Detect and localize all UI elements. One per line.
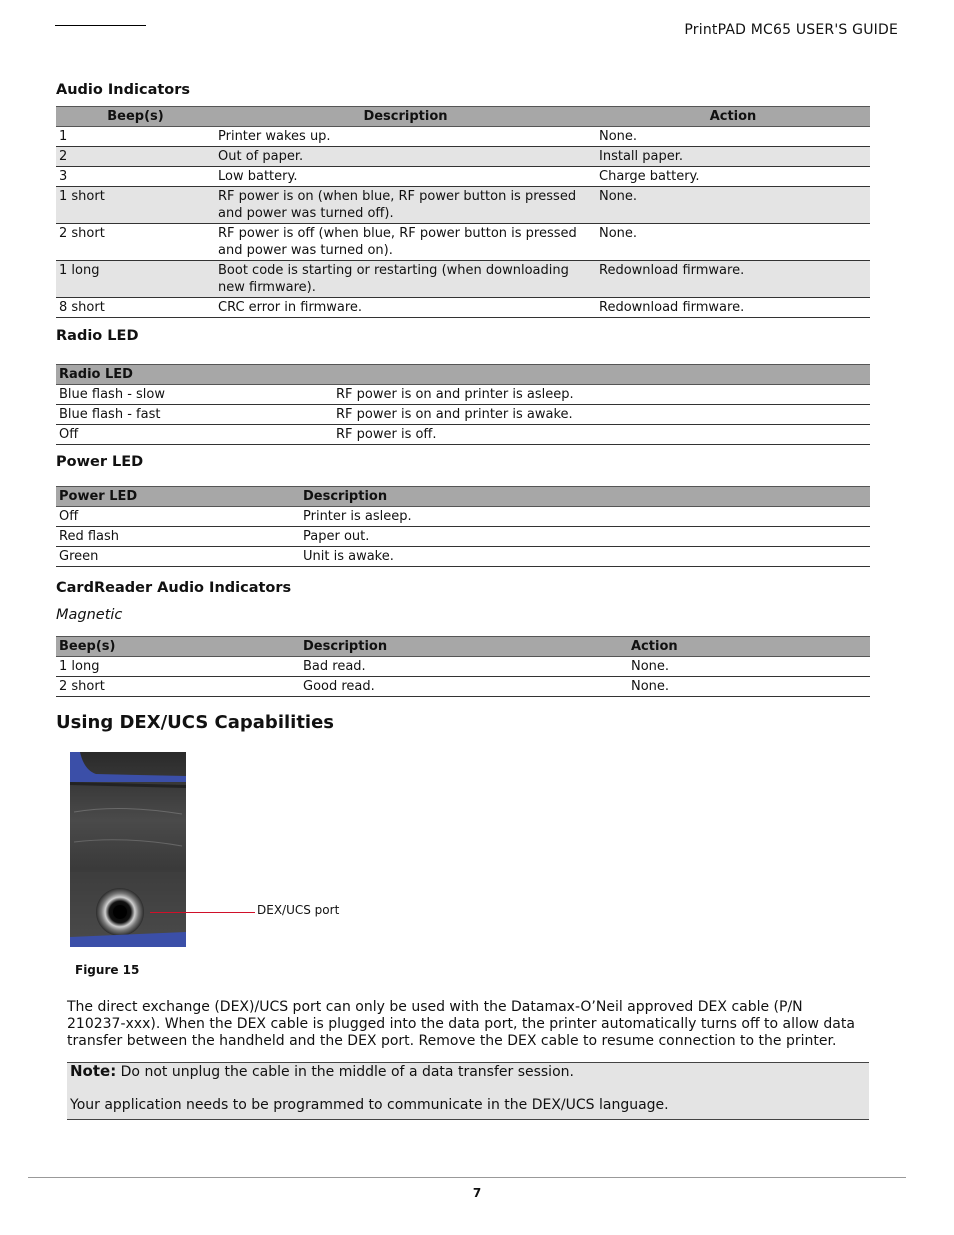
table-cell: RF power is off (when blue, RF power button is pressed and power was turned on). bbox=[215, 224, 596, 261]
table-row bbox=[56, 527, 870, 547]
dex-section-heading: Using DEX/UCS Capabilities bbox=[56, 712, 335, 733]
table-row bbox=[56, 298, 870, 318]
table-row bbox=[56, 677, 870, 697]
table-cell: 2 bbox=[56, 147, 215, 167]
figure-caption: Figure 15 bbox=[75, 963, 140, 977]
column-header: Power LED bbox=[56, 487, 300, 507]
dex-port-callout: DEX/UCS port bbox=[257, 903, 340, 917]
dex-port-callout-line bbox=[150, 912, 255, 913]
table-cell: Blue flash - fast bbox=[56, 405, 333, 425]
table-cell: Printer wakes up. bbox=[215, 127, 596, 147]
note-label: Note: bbox=[70, 1062, 117, 1080]
header-title: PrintPAD MC65 USER'S GUIDE bbox=[684, 22, 898, 38]
table-cell: Out of paper. bbox=[215, 147, 596, 167]
table-cell: 1 short bbox=[56, 187, 215, 224]
table-cell: RF power is on and printer is awake. bbox=[333, 405, 870, 425]
table-cell: None. bbox=[596, 127, 870, 147]
table-cell: None. bbox=[596, 224, 870, 261]
table-cell: Off bbox=[56, 507, 300, 527]
table-cell: 3 bbox=[56, 167, 215, 187]
table-cell: Off bbox=[56, 425, 333, 445]
table-cell: Boot code is starting or restarting (when downloading new firmware). bbox=[215, 261, 596, 298]
dex-port-photo bbox=[70, 752, 186, 947]
table-cell: Install paper. bbox=[596, 147, 870, 167]
table-row bbox=[56, 147, 870, 167]
cardreader-table bbox=[56, 636, 870, 697]
table-row bbox=[56, 187, 870, 224]
table-cell: None. bbox=[596, 187, 870, 224]
table-row bbox=[56, 261, 870, 298]
column-header: Action bbox=[628, 637, 870, 657]
table-cell: RF power is on and printer is asleep. bbox=[333, 385, 870, 405]
table-cell: None. bbox=[628, 677, 870, 697]
table-cell: Green bbox=[56, 547, 300, 567]
column-header: Description bbox=[300, 637, 628, 657]
footer-rule bbox=[28, 1177, 906, 1178]
table-cell: RF power is off. bbox=[333, 425, 870, 445]
table-cell: 1 long bbox=[56, 657, 300, 677]
column-header bbox=[333, 365, 870, 385]
table-cell: Redownload firmware. bbox=[596, 261, 870, 298]
table-cell: RF power is on (when blue, RF power button is pressed and power was turned off). bbox=[215, 187, 596, 224]
cardreader-heading: CardReader Audio Indicators bbox=[56, 580, 292, 596]
table-cell: Unit is awake. bbox=[300, 547, 870, 567]
column-header: Description bbox=[215, 107, 596, 127]
table-cell: Printer is asleep. bbox=[300, 507, 870, 527]
cardreader-subheading: Magnetic bbox=[56, 607, 123, 623]
table-cell: 1 long bbox=[56, 261, 215, 298]
table-cell: 1 bbox=[56, 127, 215, 147]
table-cell: 8 short bbox=[56, 298, 215, 318]
table-row bbox=[56, 657, 870, 677]
radio-led-heading: Radio LED bbox=[56, 328, 139, 344]
table-row bbox=[56, 425, 870, 445]
table-cell: Low battery. bbox=[215, 167, 596, 187]
column-header: Radio LED bbox=[56, 365, 333, 385]
table-cell: Charge battery. bbox=[596, 167, 870, 187]
table-cell: Redownload firmware. bbox=[596, 298, 870, 318]
note-text: Do not unplug the cable in the middle of a data transfer session. bbox=[116, 1064, 574, 1080]
table-cell: CRC error in firmware. bbox=[215, 298, 596, 318]
column-header: Beep(s) bbox=[56, 107, 215, 127]
table-row bbox=[56, 507, 870, 527]
column-header: Action bbox=[596, 107, 870, 127]
power-led-heading: Power LED bbox=[56, 454, 144, 470]
note-line-1 bbox=[70, 1063, 574, 1081]
table-row bbox=[56, 547, 870, 567]
table-row bbox=[56, 127, 870, 147]
audio-indicators-table bbox=[56, 106, 870, 318]
column-header: Description bbox=[300, 487, 870, 507]
page-number: 7 bbox=[472, 1186, 482, 1200]
note-box bbox=[67, 1062, 869, 1120]
power-led-table bbox=[56, 486, 870, 567]
table-cell: Paper out. bbox=[300, 527, 870, 547]
table-header-row bbox=[56, 637, 870, 657]
table-cell: None. bbox=[628, 657, 870, 677]
table-cell: Bad read. bbox=[300, 657, 628, 677]
table-cell: 2 short bbox=[56, 224, 215, 261]
radio-led-table bbox=[56, 364, 870, 445]
dex-paragraph: The direct exchange (DEX)/UCS port can only be used with the Datamax-O’Neil approved DEX cable (P/N 210237-xxx). When the DEX cable is plugged into the data port, the printer automatically turns off to allow data transfer between the handheld and the DEX port. Remove the DEX cable to resume connection to the printer. bbox=[67, 999, 855, 1049]
table-cell: Red flash bbox=[56, 527, 300, 547]
column-header: Beep(s) bbox=[56, 637, 300, 657]
table-header-row bbox=[56, 107, 870, 127]
header-rule bbox=[55, 25, 146, 26]
audio-indicators-heading: Audio Indicators bbox=[56, 82, 191, 98]
table-row bbox=[56, 224, 870, 261]
table-cell: Blue flash - slow bbox=[56, 385, 333, 405]
table-cell: Good read. bbox=[300, 677, 628, 697]
table-header-row bbox=[56, 487, 870, 507]
table-row bbox=[56, 405, 870, 425]
table-row bbox=[56, 385, 870, 405]
note-line-2: Your application needs to be programmed to communicate in the DEX/UCS language. bbox=[70, 1097, 669, 1113]
table-row bbox=[56, 167, 870, 187]
table-header-row bbox=[56, 365, 870, 385]
table-cell: 2 short bbox=[56, 677, 300, 697]
